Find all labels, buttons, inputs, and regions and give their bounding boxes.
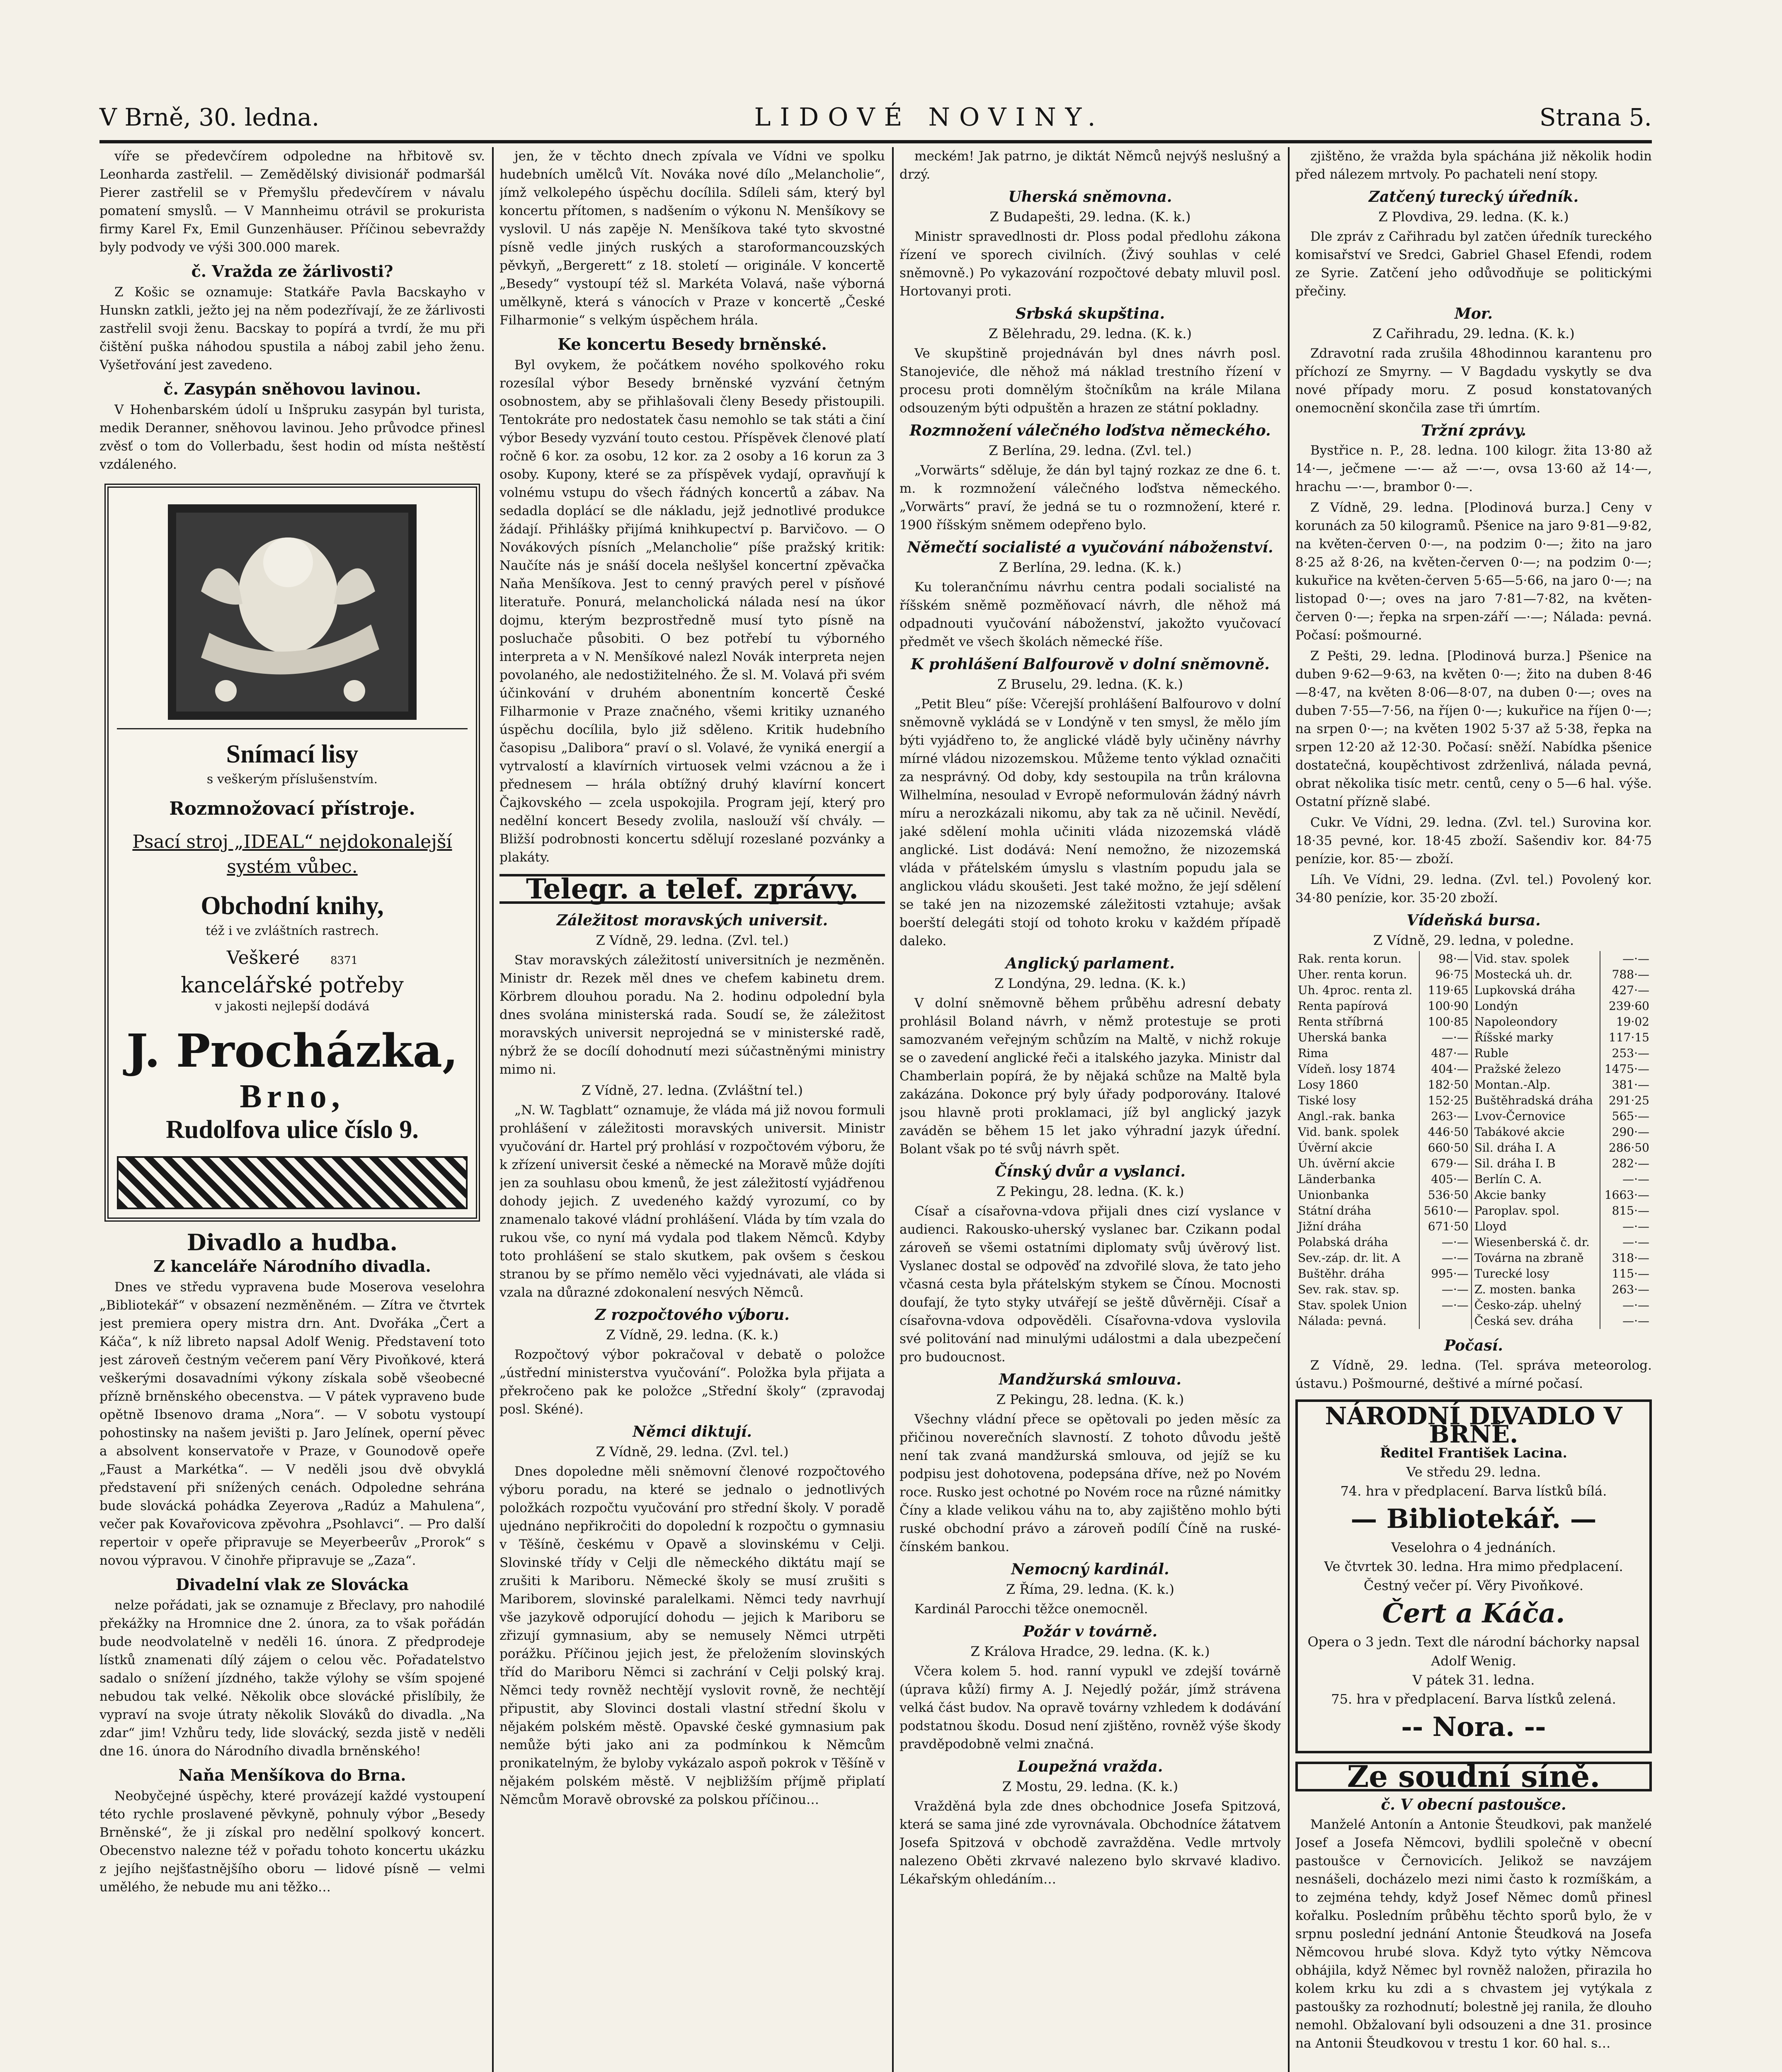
article-heading: Vídeňská bursa. <box>1406 912 1541 929</box>
market-row <box>1295 951 1652 967</box>
theatre-line: 74. hra v předplacení. Barva lístků bílá. <box>1340 1483 1607 1499</box>
article-heading: K prohlášení Balfourově v dolní sněmovně. <box>911 656 1270 673</box>
market-security: Länderbanka <box>1295 1172 1419 1187</box>
theatre-line: 75. hra v předplacení. Barva lístků zelená. <box>1331 1691 1616 1707</box>
market-price: 427·— <box>1612 983 1649 997</box>
article-text: Císař a císařovna-vdova přijali dnes cizí vyslance v audienci. Rakousko-uherský vyslanec bar. Czikann podal zároveň se všemi ostatními diplomaty svůj úvěrový list. Vyslanec dostal se odpověď na zdvořilé slova, že tato jeho včasná cesta byla přátelským stykem se Čínou. Mocnosti doufají, že tyto styky utvářejí se ještě důvěrněji. Císař a císařovna-vdova odpověděli. Císařovna-vdova vyslovila své politování nad minulými událostmi a dala ubezpečení pro budoucnost. <box>899 1204 1281 1365</box>
article-text: Z Košic se oznamuje: Statkáře Pavla Bacskayho v Hunskn zatkli, ježto jej na něm podezřívají, že ze žárlivosti zastřelil svoji ženu. Bacskay to popírá a tvrdí, že mu při čištění puška náhodou spustila a náboj zabil jeho ženu. Vyšetřování jest zavedeno. <box>99 285 485 373</box>
article-text: Všechny vládní přece se opětovali po jeden měsíc za přičinou noverečních slavností. Z tohoto důvodu ještě není tak zvaná mandžurská smlouva, od jejíž se ku podpisu jest dohotovena, podepsána dříve, než po Novém roce. Rusko jest ochotné po Novém roce na různé námitky Číny a klade velikou váhu na to, aby zajištěno mohlo býti ruské obchodní právo a zároveň podílí Číně na ruské-čínském bankou. <box>899 1412 1281 1554</box>
theatre-play-title: -- Nora. -- <box>1401 1711 1546 1743</box>
market-security: Uher. renta korun. <box>1295 967 1419 983</box>
page-header <box>99 99 1652 136</box>
market-price: 19·02 <box>1616 1015 1649 1029</box>
article-heading: Nemocný kardinál. <box>1011 1561 1169 1578</box>
market-row <box>1295 1250 1652 1266</box>
dateline: Z Plovdiva, 29. ledna. (K. k.) <box>1378 209 1569 225</box>
article-text: V dolní sněmovně během průběhu adresní debaty prohlásil Boland návrh, v němž protestuje se proti samozvaném veřejným schůzím na Maltě, v nichž rokuje se o zavedení anglické řeči a italského jazyka. Ministr dal Chamberlain popírá, že by nějaká schůze na Maltě byla zakázána. Dokonce prý byly úřady podporovány. Italové jsou hlavně proti proklamaci, jíž byl anglický jazyk zaváděn se během 15 let jako výhradní jazyk úřední. Bolant však po té svůj návrh spět. <box>899 996 1281 1157</box>
article-text: Dle zpráv z Cařihradu byl zatčen úředník tureckého komisařství ve Sredci, Gabriel Ghasel Efendi, rodem ze Syrie. Zatčení jeho odůvodňuje se politickými přečiny. <box>1295 229 1652 299</box>
dateline: Z Vídně, 29. ledna. (Zvl. tel.) <box>596 932 789 948</box>
dateline: Z Říma, 29. ledna. (K. k.) <box>1006 1581 1175 1597</box>
column-3 <box>899 147 1281 2072</box>
market-price: 404·— <box>1419 1061 1472 1077</box>
ad-line: s veškerým příslušenstvím. <box>206 772 378 787</box>
market-price: 286·50 <box>1609 1141 1649 1155</box>
article-text: jen, že v těchto dnech zpívala ve Vídni ve spolku hudebních umělců Vít. Nováka nové dílo „Melancholie“, jímž velkolepého úspěchu docílila. Sdíleli sám, který byl koncertu přítomen, s nadšením o výkonu N. Menšíkovy se vyslovil. U nás zapěje N. Menšíkova také tyto skvostné písně vedle jiných ruských a staroformancouzských pěvkyň, „Bergerett“ z 18. století — originále. V koncertě „Besedy“ vystoupí též sl. Markéta Volavá, naše výborná umělkyně, která s vánocích v Praze v koncertě „České Filharmonie“ s velkým úspěchem hrála. <box>499 149 885 328</box>
market-price: 815·— <box>1612 1204 1649 1218</box>
ad-number: 8371 <box>330 954 358 967</box>
market-row <box>1295 1234 1652 1250</box>
article-heading: Němci diktují. <box>633 1423 752 1440</box>
market-security: Jižní dráha <box>1295 1219 1419 1234</box>
article-heading: č. Zasypán sněhovou lavinou. <box>163 380 421 398</box>
dateline: Z Vídně, 29. ledna. (K. k.) <box>606 1327 778 1343</box>
ad-line: kancelářské potřeby <box>181 973 404 998</box>
ad-line: Rozmnožovací přístroje. <box>169 798 415 819</box>
market-security: Uh. úvěrní akcie <box>1295 1156 1419 1172</box>
section-title: Divadlo a hudba. <box>187 1229 398 1256</box>
article-text: Ministr spravedlnosti dr. Ploss podal předlohu zákona řízení ve sporech civilních. (Živý souhlas v celé sněmovně.) Po vykazování rozpočtové debaty mluvil posl. Hortovanyi proti. <box>899 229 1281 299</box>
article-text: Rozpočtový výbor pokračoval v debatě o položce „ústřední ministerstva vyučování“. Položka byla přijata a překročeno pak ke položce „Střední školy“ (zpravodaj posl. Skéné). <box>499 1347 885 1417</box>
market-price: —·— <box>1622 1172 1649 1186</box>
market-security: Lupkovská dráha <box>1472 983 1600 998</box>
article-text: Byl ovykem, že počátkem nového spolkového roku rozesílal výbor Besedy brněnské vyzvání četným osobnostem, aby se přihlašovali členy Besedy přistoupili. Tentokráte pro nedostatek času nemohlo se tak státi a činí výbor Besedy vyzvání touto cestou. Příspěvek členové platí ročně 6 kor. za osobu, 12 kor. za 2 osoby a 16 korun za 3 osoby. Kupony, které se za příspěvek vydají, opravňují k volnému vstupu do všech řádných koncertů a zábav. Na sedadla doplácí se dle nákladu, jejž jednotlivé produkce žádají. Přihlášky přijímá knihkupectví p. Barvičovo. — O Novákových písních „Melancholie“ píše pražský kritik: Naučíte nás je snáší docela nešlyšel koncertní zpěvačka Naňa Menšíkova. Jest to cenný pravých perel v písňové literatuře. Ponurá, melancholická nálada nesí na úkor dojmu, kterým bezprostředně musí tyto písně na posluchače působiti. O bez potřebí tu výborného interpreta a v N. Menšíkové nalezl Novák interpreta nejen povolaného, ale nedostižitelného. Že sl. M. Volavá při svém účinkování v druhém abonentním koncertě České Filharmonie v Praze značného, všemi kritiky uznaného úspěchu docílila, bylo již sděleno. Kritik hudebního časopisu „Dalibora“ praví o sl. Volavé, že vyniká energií a vytrvalostí a klavírních virtuosek velmi vzácnou a že i přednesem — hrála obtížný druhý klavírní koncert Čajkovského — zcela uspokojila. Program její, který pro nedělní koncert Besedy zvolila, naslouží vší chvály. — Bližší podrobnosti koncertu sdělují rozeslané pozvánky a plakáty. <box>499 358 885 865</box>
market-security: Vídeň. losy 1874 <box>1295 1061 1419 1077</box>
article-heading: Zatčený turecký úředník. <box>1368 188 1579 206</box>
article-text: meckém! Jak patrno, je diktát Němců nejvýš neslušný a drzý. <box>899 149 1281 182</box>
market-security: Buštěhradská dráha <box>1472 1093 1600 1109</box>
theatre-line: V pátek 31. ledna. <box>1412 1672 1535 1688</box>
market-price: 253·— <box>1612 1046 1649 1060</box>
article-text: Dnes dopoledne měli sněmovní členové rozpočtového výboru poradu, na které se jednalo o jednotlivých položkách rozpočtu vyučování pro střední školy. V poradě ujednáno nepřikročiti do dopolední k rozpočtu o gymnasiu v Těšíně, českému v Opavě a slovinskému v Celji. Slovinské třídy v Celji dle německého diktátu mají se zrušiti k Mariboru. Německé školy se musí zrušiti s Mariborem, slovinské paralelkami. Němci tedy navrhují vše jazykově odporující dohodu — jejich k Mariboru se zřizují gymnasium, aby se nemusely Němci utrpěti porážku. Příčinou jejich jest, že přeložením slovinských tříd do Mariboru Němci si zachrání v Celji polský kraj. Němci tedy rovněž nechtějí vyslovit rovně, že nechtějí připustit, aby Slovinci dostali vlastní střední školu v nějakém polském městě. Opavské české gymnasium pak nemůže býti jako ani za podmínkou k Němcům pronikatelným, že byloby vykázalo aspoň pokrok v Těšíně v nějakém polském městě. V nejbližším příjmě připlatí Němcům Moravě obrovské za polskou příčinou… <box>499 1464 885 1807</box>
article-heading: Němečtí socialisté a vyučování náboženství. <box>907 539 1273 556</box>
market-security: Renta papírová <box>1295 998 1419 1014</box>
ad-address: Rudolfova ulice číslo 9. <box>166 1116 419 1144</box>
ad-line: Veškeré <box>226 947 300 968</box>
market-price: 446·50 <box>1419 1124 1472 1140</box>
market-price: —·— <box>1419 1250 1472 1266</box>
market-security: Montan.-Alp. <box>1472 1077 1600 1093</box>
market-row <box>1295 1297 1652 1313</box>
article-heading: Z kanceláře Národního divadla. <box>153 1257 431 1276</box>
column-divider <box>1288 147 1290 2072</box>
article-text: „Vorwärts“ sděluje, že dán byl tajný rozkaz ze dne 6. t. m. k rozmnožení válečného loďstva německého. „Vorwärts“ praví, že jedná se tu o rozmnožení, které r. 1900 říšským sněmem odepřeno bylo. <box>899 463 1281 533</box>
article-text: Cukr. Ve Vídni, 29. ledna. (Zvl. tel.) Surovina kor. 18·35 pevné, kor. 18·45 zboží. Sašendiv kor. 84·75 penízie, kor. 85·— zboží. <box>1295 815 1652 867</box>
stock-exchange-table <box>1295 951 1652 1329</box>
market-security: Uherská banka <box>1295 1030 1419 1046</box>
article-heading: Loupežná vražda. <box>1017 1758 1163 1775</box>
decorative-border <box>117 1156 468 1209</box>
dateline: Z Berlína, 29. ledna. (K. k.) <box>999 559 1182 575</box>
market-row <box>1295 1187 1652 1203</box>
article-heading: Záležitost moravských universit. <box>556 912 828 929</box>
ad-line: v jakosti nejlepší dodává <box>215 999 370 1014</box>
article-text: Ve skupštině projednáván byl dnes návrh posl. Stanojeviće, dle něhož má náklad trestního řízení v procesu proti domnělým štočníkům na krále Milana odsouzeným býti odpuštěn a hrazen ze státní pokladny. <box>899 346 1281 416</box>
market-price: 788·— <box>1612 968 1649 981</box>
dateline: Z Mostu, 29. ledna. (K. k.) <box>1002 1779 1178 1794</box>
dateline: Z Budapešti, 29. ledna. (K. k.) <box>989 209 1191 225</box>
market-price: 98·— <box>1419 951 1472 967</box>
market-security: Tabákové akcie <box>1472 1124 1600 1140</box>
theatre-line: Čestný večer pí. Věry Pivoňkové. <box>1363 1578 1584 1593</box>
market-security: Sev. rak. stav. sp. <box>1295 1282 1419 1297</box>
market-row <box>1295 1140 1652 1156</box>
theatre-play-title: — Bibliotekář. — <box>1350 1503 1597 1535</box>
dateline: Z Londýna, 29. ledna. (K. k.) <box>994 975 1186 991</box>
market-row <box>1295 1077 1652 1093</box>
market-security: Sil. dráha I. B <box>1472 1156 1600 1172</box>
market-row <box>1295 1030 1652 1046</box>
market-security: Losy 1860 <box>1295 1077 1419 1093</box>
market-security: Tiské losy <box>1295 1093 1419 1109</box>
telegraph-section-title: Telegr. a telef. zprávy. <box>499 874 885 904</box>
market-security: Akcie banky <box>1472 1187 1600 1203</box>
article-heading: č. Vražda ze žárlivosti? <box>191 262 393 281</box>
market-row <box>1295 1282 1652 1297</box>
market-price: —·— <box>1622 1314 1649 1328</box>
article-heading: Z rozpočtového výboru. <box>595 1306 790 1324</box>
dateline: Z Vídně, 29. ledna. (Zvl. tel.) <box>596 1444 789 1460</box>
market-security: Polabská dráha <box>1295 1234 1419 1250</box>
prochazka-advertisement <box>104 484 480 1222</box>
market-row <box>1295 1313 1652 1329</box>
dateline: Z Pekingu, 28. ledna. (K. k.) <box>996 1184 1184 1199</box>
article-text: nelze pořádati, jak se oznamuje z Břeclavy, pro nahodilé překážky na Hromnice dne 2. února, za to však pořádán bude neodvolatelně v neděli 16. února. Z předprodeje lístků znamenati dílý zájem o celou věc. Pořadatelstvo sadalo o snížení jízdného, takže výlohy se vším spojené nebudou tak velké. Několik obce slovácké přislíbily, že vypraví na svoje útraty několik Slováků do divadla. „Na zdar“ jim! Vzhůru tedy, lide slovácký, sezda jistě v neděli dne 16. února do Národního divadla brněnského! <box>99 1598 485 1759</box>
article-text: Zdravotní rada zrušila 48hodinnou karantenu pro příchozí ze Smyrny. — V Bagdadu vyskytly se dva nové případy moru. Z posud konstatovaných onemocnění skončila zase tři úmrtím. <box>1295 346 1652 416</box>
market-security: Lloyd <box>1472 1219 1600 1234</box>
market-security: Sev.-záp. dr. lit. A <box>1295 1250 1419 1266</box>
market-price: 405·— <box>1419 1172 1472 1187</box>
article-text: „N. W. Tagblatt“ oznamuje, že vláda má již novou formuli prohlášení v záležitosti moravských universit. Ministr vyučování dr. Hartel prý prohlásí v rozpočtovém výboru, že k zřízení universit české a německé na Moravě může dojíti jen za souhlasu obou kmenů, že jest záležitostí vyjádřenou dohody jejich. Z uvedeného každý vyrozumí, co by znamenalo takové vládní prohlášení. Vláda by tím vzala do rukou vše, co nyní má vydala pod tlakem Němců. Kdyby toto prohlášení se stalo skutkem, pak ovšem s českou stranou by se přímo nemělo věci vyjednávati, ale vláda si vzala na důrazné zdokonalení nesvých Němců. <box>499 1103 885 1300</box>
theatre-line: Ve čtvrtek 30. ledna. Hra mimo předplacení. <box>1324 1559 1623 1574</box>
theatre-director: Ředitel František Lacina. <box>1380 1445 1567 1461</box>
article-text: Z Vídně, 29. ledna. (Tel. správa meteorolog. ústavu.) Pošmourné, deštivé a mírné počasí. <box>1295 1358 1652 1391</box>
market-security: Česká sev. dráha <box>1472 1313 1600 1329</box>
dateline: Z Vídně, 27. ledna. (Zvláštní tel.) <box>582 1082 803 1098</box>
article-text: V Hohenbarském údolí u Inšpruku zasypán byl turista, medik Deranner, sněhovou lavinou. Jeho průvodce přinesl zvěsť o tom do Vollerbadu, šest hodin od místa neštěstí vzdáleného. <box>99 402 485 472</box>
market-row <box>1295 1219 1652 1234</box>
article-text: Ku tolerančnímu návrhu centra podali socialisté na říšském sněmě pozměňovací návrh, dle něhož má odpadnouti vyučování náboženství, jakožto vyučovací předmět ve všech školách německé říše. <box>899 580 1281 649</box>
market-price: 487·— <box>1419 1046 1472 1061</box>
article-heading: Srbská skupština. <box>1015 305 1165 322</box>
article-heading: Tržní zprávy. <box>1421 422 1527 439</box>
market-row <box>1295 983 1652 998</box>
dateline: Z Cařihradu, 29. ledna. (K. k.) <box>1372 326 1575 341</box>
market-security: Angl.-rak. banka <box>1295 1109 1419 1124</box>
market-row <box>1295 967 1652 983</box>
dateline: Z Bělehradu, 29. ledna. (K. k.) <box>989 326 1192 341</box>
article-text: Z Vídně, 29. ledna. [Plodinová burza.] Ceny v korunách za 50 kilogramů. Pšenice na jaro 9·81—9·82, na květen-červen 0·—, na podzim 0·—; žito na jaro 8·25 až 8·26, na květen-červen 0·—; na podzim 0·—; kukuřice na květen-červen 5·65—5·66, na jaro 0·—; na listopad 0·—; oves na jaro 7·81—7·82, na květen-červen 0·—; řepka na srpen-září —·—; Nálada: pevná. Počasí: pošmourné. <box>1295 500 1652 643</box>
market-price: 100·85 <box>1419 1014 1472 1030</box>
dateline: Z Králova Hradce, 29. ledna. (K. k.) <box>970 1644 1210 1659</box>
market-security: Státní dráha <box>1295 1203 1419 1219</box>
market-price: —·— <box>1419 1030 1472 1046</box>
theatre-line: Ve středu 29. ledna. <box>1406 1464 1541 1480</box>
market-price: 1663·— <box>1604 1188 1649 1202</box>
market-price: 536·50 <box>1419 1187 1472 1203</box>
market-price: 96·75 <box>1419 967 1472 983</box>
ad-line: též i ve zvláštních rastrech. <box>205 924 379 938</box>
market-security: Stav. spolek Union <box>1295 1297 1419 1313</box>
dateline: Z Berlína, 29. ledna. (Zvl. tel.) <box>989 443 1192 458</box>
market-security: Lvov-Černovice <box>1472 1109 1600 1124</box>
article-text: víře se předevčírem odpoledne na hřbitově sv. Leonharda zastřelil. — Zemědělský divisionář podmaršál Pierer zastřelil se v Přemyšlu předevčírem v návalu pomatení smyslů. — V Mannheimu otrávil se prokurista firmy Karel Fx, Emil Gunzenhäuser. Příčinou sebevraždy byly podvody ve výši 300.000 marek. <box>99 149 485 255</box>
column-4 <box>1295 147 1652 2072</box>
market-price: 117·15 <box>1609 1031 1649 1044</box>
market-row <box>1295 998 1652 1014</box>
market-security: Rima <box>1295 1046 1419 1061</box>
article-heading: Ke koncertu Besedy brněnské. <box>558 335 827 353</box>
market-row <box>1295 1014 1652 1030</box>
market-row <box>1295 1109 1652 1124</box>
article-heading: Mor. <box>1454 305 1493 322</box>
article-heading: Rozmnožení válečného loďstva německého. <box>909 422 1271 439</box>
theatre-title: NÁRODNÍ DIVADLO V BRNĚ. <box>1325 1402 1622 1448</box>
article-heading: Požár v továrně. <box>1023 1623 1158 1640</box>
market-security: Česko-záp. uhelný <box>1472 1297 1600 1313</box>
market-price: 282·— <box>1612 1157 1649 1170</box>
market-price: —·— <box>1622 952 1649 966</box>
column-divider <box>492 147 494 2072</box>
article-heading: Divadelní vlak ze Slovácka <box>175 1575 409 1594</box>
market-security: Napoleondory <box>1472 1014 1600 1030</box>
market-price: 318·— <box>1612 1251 1649 1265</box>
market-price: —·— <box>1419 1297 1472 1313</box>
market-price: 679·— <box>1419 1156 1472 1172</box>
article-heading: Mandžurská smlouva. <box>999 1371 1182 1388</box>
cherub-illustration <box>117 496 468 729</box>
market-security: Berlín C. A. <box>1472 1172 1600 1187</box>
header-rule <box>99 140 1652 143</box>
market-security: Renta stříbrná <box>1295 1014 1419 1030</box>
market-price: —·— <box>1622 1235 1649 1249</box>
article-heading: Naňa Menšíkova do Brna. <box>178 1766 406 1784</box>
ad-city: Brno, <box>240 1078 345 1115</box>
column-1 <box>99 147 485 2072</box>
market-price: 291·25 <box>1609 1094 1649 1107</box>
article-text: Stav moravských záležitostí universitních je nezměněn. Ministr dr. Rezek měl dnes ve chefem kabinetu drem. Körbrem dlouhou poradu. Na 2. hodinu odpolední byla dnes svolána ministerská rada. Soudí se, že záležitost moravských universit neprojedná se v ministerské radě, nýbrž že se docílí dohodnutí mezi súčastněnými ministry mimo ni. <box>499 953 885 1077</box>
market-price <box>1419 1313 1472 1329</box>
market-security: Uh. 4proc. renta zl. <box>1295 983 1419 998</box>
market-security: Unionbanka <box>1295 1187 1419 1203</box>
article-text: Manželé Antonín a Antonie Šteudkovi, pak manželé Josef a Josefa Němcovi, bydlili společně v obecní pastoušce v Černovicích. Jelikož se navzájem nesnášeli, docházelo mezi nimi často k rozmíškám, a to zejména tehdy, když Josef Němec domů přinesl kořalku. Posledním průběhu těchto sporů bylo, že v srpnu poslední jednání Antonie Šteudková na Josefa Němcovou hrubé slova. Když tyto výtky Němcova obhájila, když Němec byl rovněž naložen, přirazila ho kolem krku ku zdi a s chvastem jej vytýkala z pastoušky za rozhodnutí; bolestně jej ranila, že dlouho nemohl. Obžalovaní byli odsouzeni a dne 31. prosince na Antonii Šteudkovou v trestu 1 kor. 60 hal. s… <box>1295 1817 1652 2051</box>
market-row <box>1295 1172 1652 1187</box>
market-security: Paroplav. spol. <box>1472 1203 1600 1219</box>
theatre-line: Veselohra o 4 jednáních. <box>1391 1539 1556 1555</box>
theatre-play-title: Čert a Káča. <box>1382 1598 1565 1629</box>
article-heading: Čínský dvůr a vyslanci. <box>994 1163 1186 1180</box>
market-security: Úvěrní akcie <box>1295 1140 1419 1156</box>
market-security: Londýn <box>1472 998 1600 1014</box>
market-security: Mostecká uh. dr. <box>1472 967 1600 983</box>
column-divider <box>892 147 894 2072</box>
market-row <box>1295 1156 1652 1172</box>
header-page-number: Strana 5. <box>1539 103 1652 131</box>
market-price: 565·— <box>1612 1109 1649 1123</box>
article-text: „Petit Bleu“ píše: Včerejší prohlášení Balfourovo v dolní sněmovně vykládá se v Londýně v ten smysl, že mělo jím býti vyjádřeno to, že anglické vládě byly učiněny návrhy mírné vládou nizozemskou. Můžeme tento výklad označiti za nesprávný. Od doby, kdy sestoupila na trůn královna Wilhelmína, nesoulad v Evropě neformulován žádný návrh míru a nerozkázali nikomu, aby tak za ně učinil. Nevědí, jaké sdělení mohla učiniti vláda nizozemská vládě anglické. List dodává: Není nemožno, že nizozemská vláda v přátelském úmyslu s vlastním popudu jala se anglickou vládu skoušeti. Jest také možno, že její sdělení se také jen na nizozemské záležitosti vztahuje; avšak boerští delegáti stojí od tohoto kroku v každém případě daleko. <box>899 697 1281 949</box>
article-text: Kardinál Parocchi těžce onemocněl. <box>914 1602 1148 1617</box>
market-price: 152·25 <box>1419 1093 1472 1109</box>
market-price: —·— <box>1622 1220 1649 1233</box>
market-security: Říšské marky <box>1472 1030 1600 1046</box>
dateline: Z Bruselu, 29. ledna. (K. k.) <box>997 676 1183 692</box>
market-security: Z. mosten. banka <box>1472 1282 1600 1297</box>
article-text: Neobyčejné úspěchy, které provázejí každé vystoupení této rychle proslavené pěvkyně, pohnuly výbor „Besedy Brněnské“, že ji získal pro nedělní spolkový koncert. Obecenstvo nalezne též v pořadu tohoto koncertu ukázku z jejího nejšťastnějšího oboru — lidové písně — velmi umělého, že nebude mu ani těžko… <box>99 1789 485 1895</box>
market-security: Turecké losy <box>1472 1266 1600 1282</box>
theatre-program <box>1295 1399 1652 1753</box>
market-security: Sil. dráha I. A <box>1472 1140 1600 1156</box>
ad-line: Psací stroj „IDEAL“ nejdokonalejší systém vůbec. <box>132 831 452 877</box>
market-price: —·— <box>1419 1234 1472 1250</box>
article-text: Líh. Ve Vídni, 29. ledna. (Zvl. tel.) Povolený kor. 34·80 penízie, kor. 35·20 zboží. <box>1295 872 1652 905</box>
market-price: 119·65 <box>1419 983 1472 998</box>
market-security: Vid. bank. spolek <box>1295 1124 1419 1140</box>
market-security: Ruble <box>1472 1046 1600 1061</box>
market-security: Wiesenberská č. dr. <box>1472 1234 1600 1250</box>
article-heading: Počasí. <box>1444 1337 1503 1354</box>
market-price: 381·— <box>1612 1078 1649 1092</box>
dateline: Z Vídně, 29. ledna, v poledne. <box>1373 932 1574 948</box>
ad-line: Snímací lisy <box>226 740 359 768</box>
market-price: 5610·— <box>1419 1203 1472 1219</box>
market-security: Továrna na zbraně <box>1472 1250 1600 1266</box>
market-row <box>1295 1266 1652 1282</box>
market-security: Pražské železo <box>1472 1061 1600 1077</box>
article-text: Včera kolem 5. hod. ranní vypukl ve zdejší továrně (úprava kůží) firmy A. J. Nejedlý požár, jímž strávena velká část budov. Na opravě továrny vzhledem k dodávání podstatnou škodu. Dosud není zjištěno, rovněž výše škody pravděpodobně velmi značná. <box>899 1664 1281 1752</box>
article-text: zjištěno, že vražda byla spáchána již několik hodin před nálezem mrtvoly. Po pachateli není stopy. <box>1295 149 1652 182</box>
article-heading: č. V obecní pastoušce. <box>1381 1796 1566 1813</box>
article-text: Vražděná byla zde dnes obchodnice Josefa Spitzová, která se sama jiné zde vyrovnávala. Obchodníce žátatvem Josefa Spitzová v obchodě zavražděna. Vedle mrtvoly nalezeno Oběti zkrvavé nalezeno bylo skrvavé kladivo. Lékařským ohledáním… <box>899 1799 1281 1887</box>
market-security: Buštěhr. dráha <box>1295 1266 1419 1282</box>
market-price: 100·90 <box>1419 998 1472 1014</box>
market-price: 182·50 <box>1419 1077 1472 1093</box>
market-price: 239·60 <box>1609 999 1649 1013</box>
market-price: 115·— <box>1612 1267 1649 1280</box>
article-heading: Anglický parlament. <box>1006 955 1175 972</box>
ad-merchant-name: J. Procházka, <box>126 1024 458 1077</box>
article-text: Z Pešti, 29. ledna. [Plodinová burza.] Pšenice na duben 9·62—9·63, na květen 0·—; žito na duben 8·46—8·47, na květen 8·06—8·07, na duben 0·—; oves na duben 7·55—7·56, na říjen 0·—; kukuřice na říjen 0·—; na srpen 0·—; na květen 1902 5·37 až 5·38, řepka na srpen 12·20 až 12·30. Počasí: sněží. Nabídka pšenice dostatečná, koupěchtivost zdrženlivá, nálada pevná, obrat několika tisíc metr. centů, ceny o 5—6 hal. výše. Ostatní přízně slabé. <box>1295 649 1652 809</box>
market-row <box>1295 1061 1652 1077</box>
header-date: V Brně, 30. ledna. <box>99 103 320 131</box>
market-price: —·— <box>1622 1298 1649 1312</box>
article-text: Bystřice n. P., 28. ledna. 100 kilogr. žita 13·80 až 14·—, ječmene —·— až —·—, ovsa 13·60 až 14·—, hrachu —·—, brambor 0·—. <box>1295 443 1652 494</box>
dateline: Z Pekingu, 28. ledna. (K. k.) <box>996 1392 1184 1407</box>
ad-line: Obchodní knihy, <box>201 892 384 920</box>
cherub-icon <box>164 500 421 724</box>
court-section-title: Ze soudní síně. <box>1295 1762 1652 1791</box>
market-price: 995·— <box>1419 1266 1472 1282</box>
market-security: Rak. renta korun. <box>1295 951 1419 967</box>
market-row <box>1295 1046 1652 1061</box>
market-row <box>1295 1203 1652 1219</box>
market-price: 671·50 <box>1419 1219 1472 1234</box>
market-price: 1475·— <box>1604 1062 1649 1076</box>
market-price: 290·— <box>1612 1125 1649 1139</box>
market-price: 263·— <box>1419 1109 1472 1124</box>
market-price: 263·— <box>1612 1283 1649 1296</box>
market-row <box>1295 1093 1652 1109</box>
market-price: 660·50 <box>1419 1140 1472 1156</box>
column-2 <box>499 147 885 2072</box>
article-heading: Uherská sněmovna. <box>1008 188 1172 206</box>
market-security: Vid. stav. spolek <box>1472 951 1600 967</box>
market-row <box>1295 1124 1652 1140</box>
article-text: Dnes ve středu vypravena bude Moserova veselohra „Bibliotekář“ v obsazení nezměněném. — Zítra ve čtvrtek jest premiera opery mistra drn. Ant. Dvořáka „Čert a Káča“, k níž libreto napsal Adolf Wenig. Představení toto jest zároveň čestným večerem paní Věry Pivoňkové, která veškerými dosavadními výkony získala sobě všeobecné přízně brněnského obecenstva. — V pátek vypraveno bude opětně Ibsenovo drama „Nora“. — V sobotu vystoupí pohostinsky na našem jevišti p. Jaro Jelínek, operní pěvec a absolvent konservatoře v Praze, v Gounodově opeře „Faust a Markétka“. — V neděli jsou dvě obvyklá představení při snížených cenách. Odpoledne sehrána bude slovácká pohádka Zeyerova „Radúz a Mahulena“, večer pak Kovařovicova zpěvohra „Psohlavci“. — Pro další repertoir v opeře připravuje se Meyerbeerův „Prorok“ s novou výpravou. V činohře připravuje se „Zaza“. <box>99 1280 485 1568</box>
theatre-line: Opera o 3 jedn. Text dle národní báchorky napsal Adolf Wenig. <box>1307 1634 1640 1669</box>
header-masthead: LIDOVÉ NOVINY. <box>754 103 1105 132</box>
market-price: —·— <box>1419 1282 1472 1297</box>
market-security: Nálada: pevná. <box>1295 1313 1419 1329</box>
